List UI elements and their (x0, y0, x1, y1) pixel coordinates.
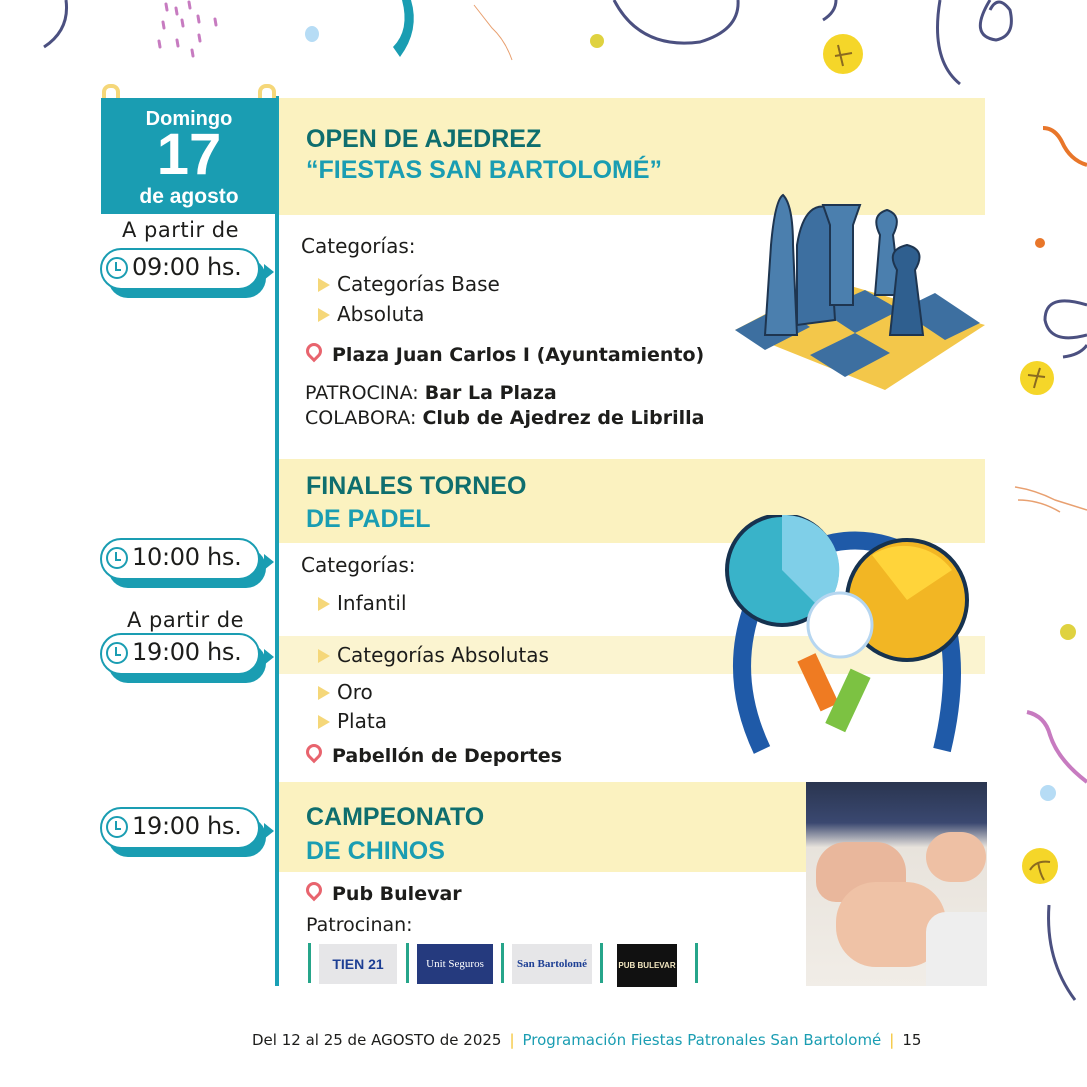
page-number: 15 (902, 1031, 922, 1049)
footer-dates: Del 12 al 25 de AGOSTO de 2025 (252, 1031, 502, 1049)
location-pin-icon (303, 879, 326, 902)
sponsor-logo-pub-bulevar: PUB BULEVAR (617, 944, 677, 987)
event-location: Pabellón de Deportes (306, 745, 562, 767)
date-weekday: Domingo (145, 108, 233, 130)
category-item: Categorías Absolutas (318, 643, 549, 667)
logo-separator (501, 943, 504, 983)
event-title: FINALES TORNEO (306, 472, 527, 500)
event-subtitle: DE PADEL (306, 505, 431, 533)
chess-illustration (735, 185, 985, 405)
footer-program: Programación Fiestas Patronales San Bartolomé (522, 1031, 882, 1049)
triangle-bullet-icon (318, 278, 330, 292)
triangle-bullet-icon (318, 686, 330, 700)
date-month: de agosto (139, 185, 239, 208)
logo-separator (406, 943, 409, 983)
sponsor-logo-san-bartolome: San Bartolomé (512, 944, 592, 984)
location-pin-icon (303, 741, 326, 764)
event-subtitle: “FIESTAS SAN BARTOLOMÉ” (306, 156, 663, 184)
date-day: 17 (156, 122, 222, 187)
time-pill (100, 538, 260, 582)
category-item: Absoluta (318, 302, 424, 326)
categories-label: Categorías: (301, 234, 416, 258)
hands-photo (806, 782, 987, 986)
event-location: Pub Bulevar (306, 883, 462, 905)
event-title: CAMPEONATO (306, 803, 485, 831)
clock-icon (106, 547, 128, 569)
time-label: 19:00 hs. (132, 638, 242, 666)
category-item: Infantil (318, 591, 407, 615)
location-pin-icon (303, 340, 326, 363)
clock-icon (106, 816, 128, 838)
category-item: Categorías Base (318, 272, 500, 296)
time-pill (100, 807, 260, 851)
triangle-bullet-icon (318, 597, 330, 611)
logo-separator (308, 943, 311, 983)
sponsor-line: PATROCINA: Bar La Plaza (305, 382, 557, 404)
event-subtitle: DE CHINOS (306, 837, 445, 865)
time-label: 10:00 hs. (132, 543, 242, 571)
collaborator-line: COLABORA: Club de Ajedrez de Librilla (305, 407, 705, 429)
sponsor-logo-unit-seguros: Unit Seguros (417, 944, 493, 984)
triangle-bullet-icon (318, 308, 330, 322)
sponsor-logo-tien21: TIEN 21 (319, 944, 397, 984)
time-label: 19:00 hs. (132, 812, 242, 840)
clock-icon (106, 642, 128, 664)
time-pill (100, 633, 260, 677)
logo-separator (695, 943, 698, 983)
from-label: A partir de (127, 608, 245, 632)
categories-label: Categorías: (301, 553, 416, 577)
page-footer: Del 12 al 25 de AGOSTO de 2025 | Programación Fiestas Patronales San Bartolomé | 15 (252, 1031, 922, 1049)
category-item: Oro (318, 680, 373, 704)
time-pill (100, 248, 260, 292)
triangle-bullet-icon (318, 715, 330, 729)
timeline-line (275, 96, 279, 986)
padel-illustration (722, 515, 972, 755)
from-label: A partir de (122, 218, 240, 242)
category-item: Plata (318, 709, 387, 733)
clock-icon (106, 257, 128, 279)
sponsors-label: Patrocinan: (306, 914, 413, 936)
logo-separator (600, 943, 603, 983)
triangle-bullet-icon (318, 649, 330, 663)
event-title: OPEN DE AJEDREZ (306, 125, 542, 153)
time-label: 09:00 hs. (132, 253, 242, 281)
date-card (101, 98, 277, 214)
event-location: Plaza Juan Carlos I (Ayuntamiento) (306, 344, 704, 366)
